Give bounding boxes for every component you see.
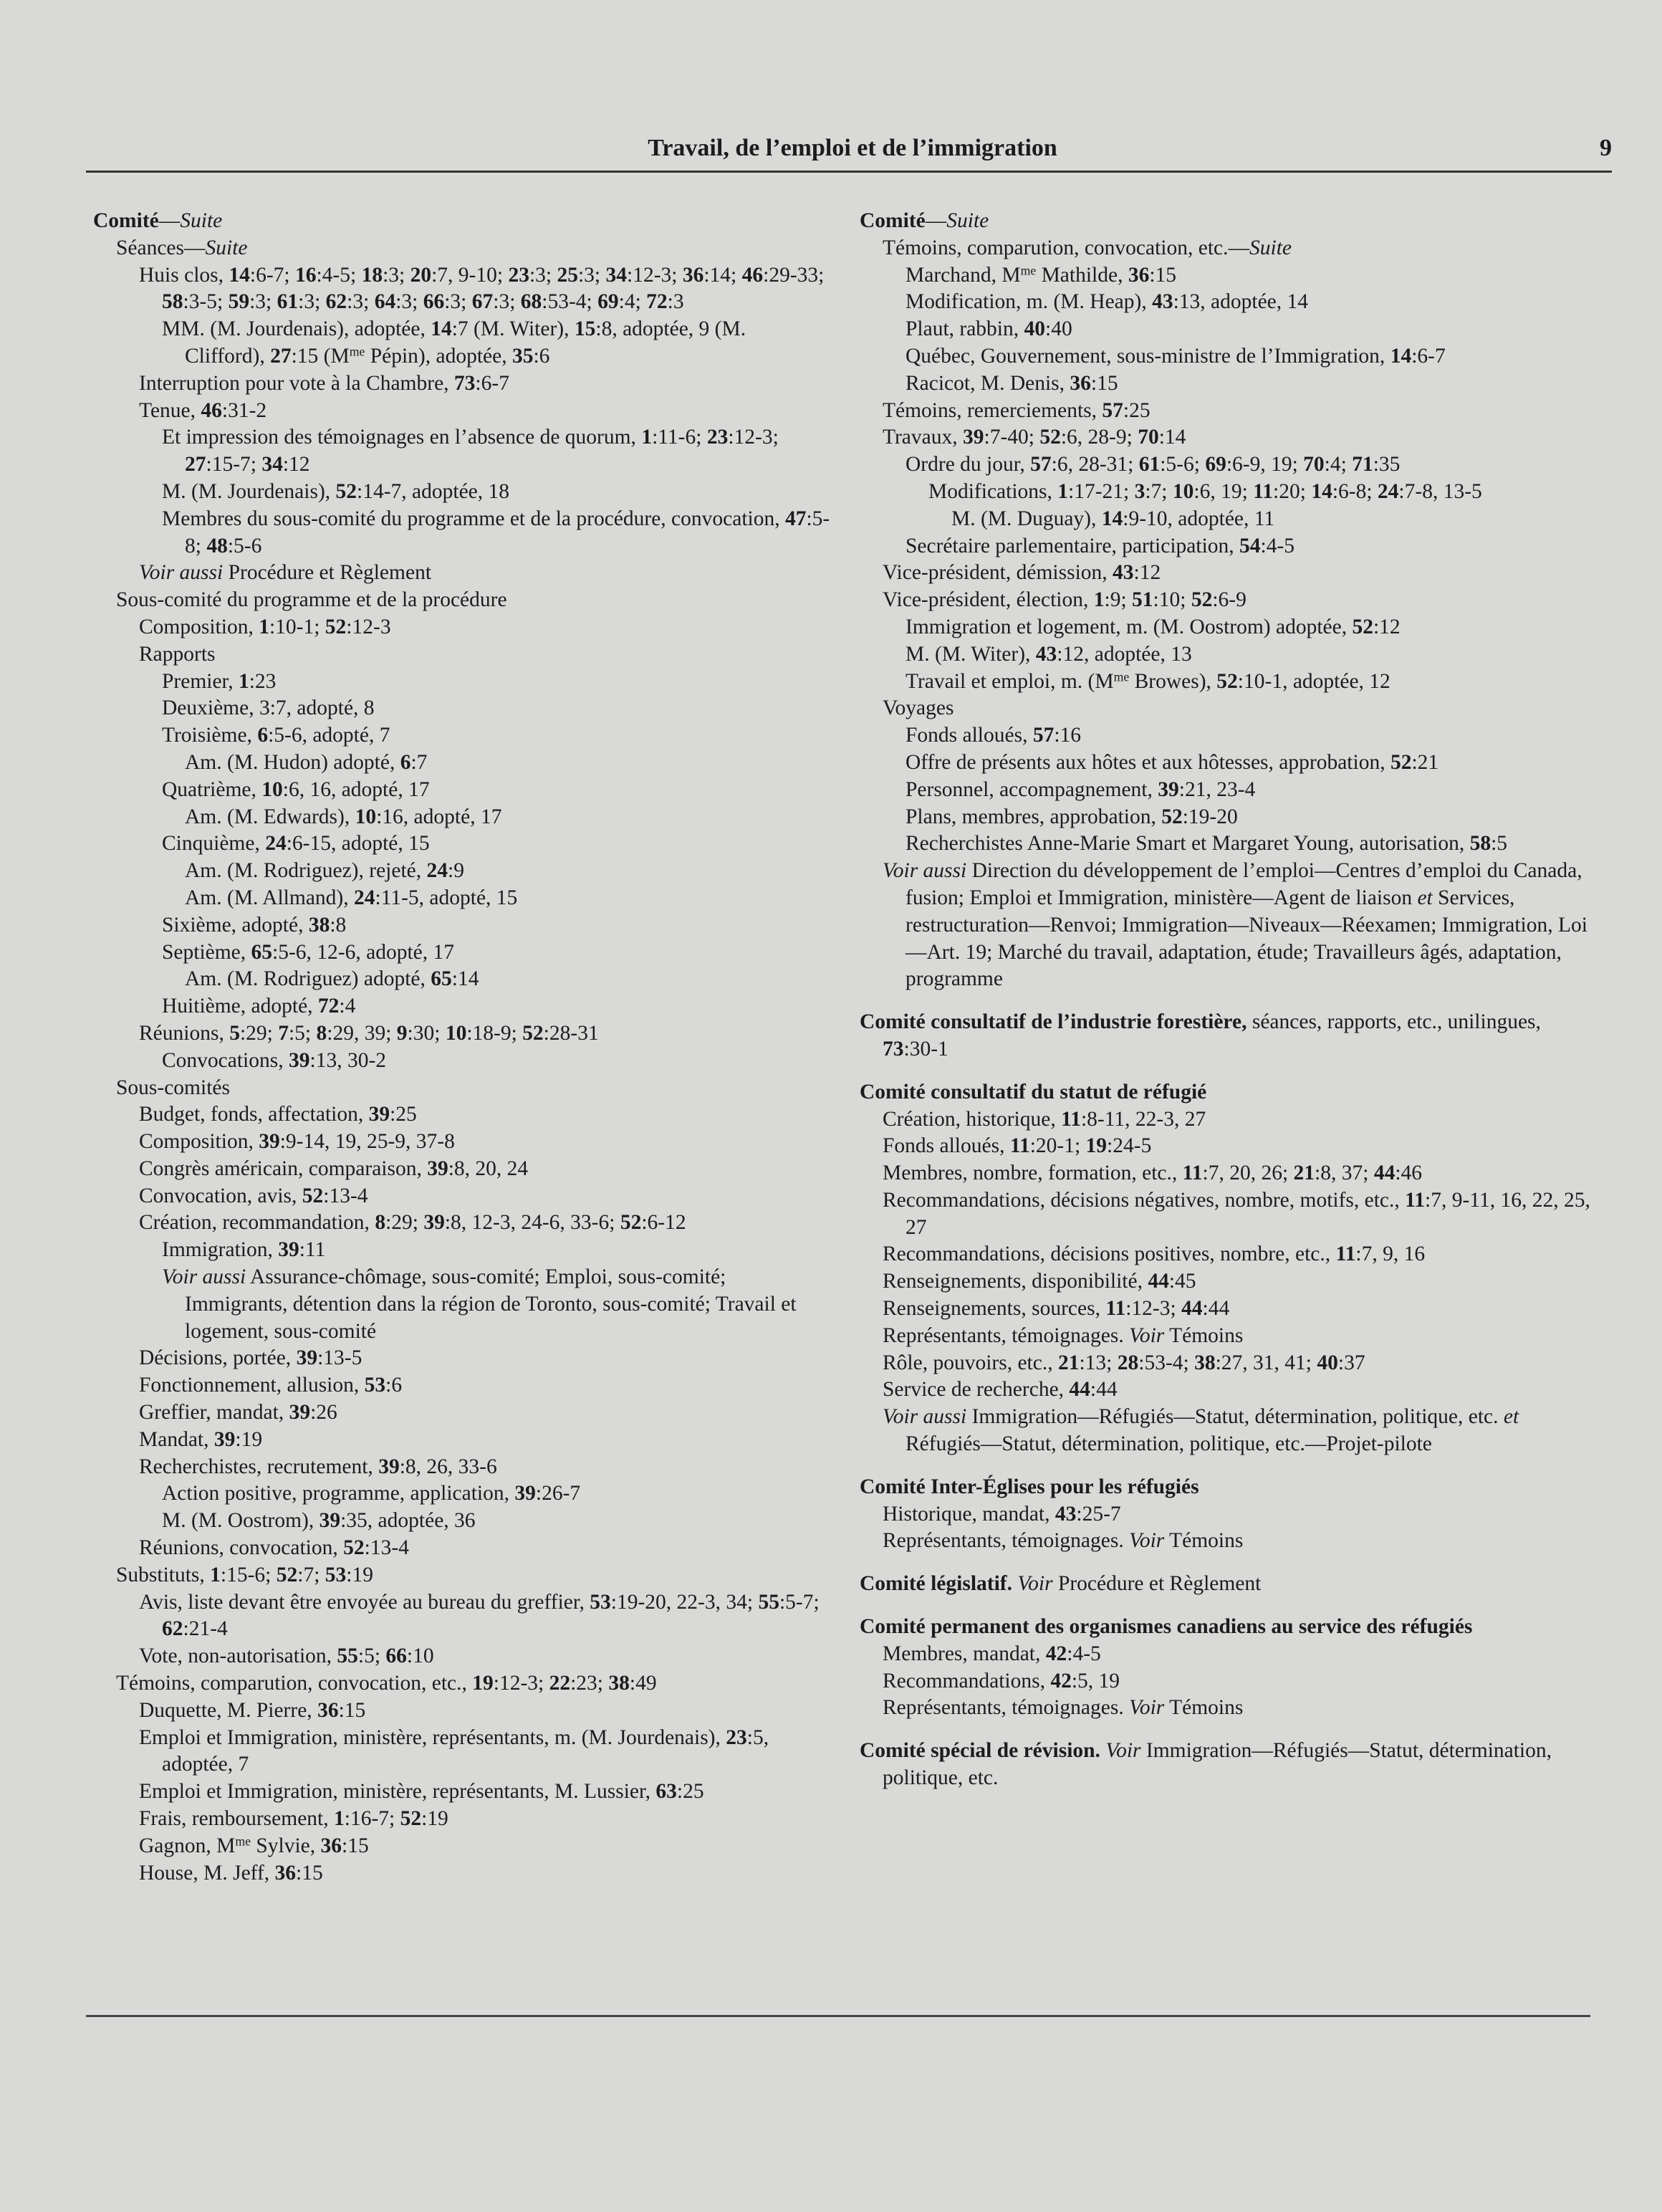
index-subentry: Convocations, 39:13, 30-2 bbox=[162, 1048, 387, 1072]
index-subentry: M. (M. Witer), 43:12, adoptée, 13 bbox=[906, 642, 1192, 666]
index-subentry: Fonds alloués, 11:20-1; 19:24-5 bbox=[883, 1134, 1152, 1158]
index-subentry: Plans, membres, approbation, 52:19-20 bbox=[906, 805, 1238, 828]
index-subentry: Membres du sous-comité du programme et de la procédure, convocation, 47:5-8; 48:5-6 bbox=[162, 507, 830, 557]
index-subentry: Recherchistes Anne-Marie Smart et Margaret Young, autorisation, 58:5 bbox=[906, 832, 1508, 856]
index-subentry: Rapports bbox=[139, 642, 216, 666]
index-heading: Comité consultatif du statut de réfugié bbox=[860, 1080, 1207, 1103]
index-subentry: Huitième, adopté, 72:4 bbox=[162, 995, 356, 1018]
index-heading: Comité—Suite bbox=[93, 209, 223, 232]
index-subentry: M. (M. Jourdenais), 52:14-7, adoptée, 18 bbox=[162, 479, 510, 503]
index-subentry: Représentants, témoignages. Voir Témoins bbox=[883, 1323, 1244, 1347]
index-subentry: Décisions, portée, 39:13-5 bbox=[139, 1346, 362, 1370]
index-subentry: Recommandations, décisions négatives, nombre, motifs, etc., 11:7, 9-11, 16, 22, 25, 27 bbox=[883, 1188, 1590, 1239]
index-subentry: Vice-président, démission, 43:12 bbox=[883, 561, 1161, 585]
index-column-left bbox=[93, 208, 831, 1887]
index-subentry: Voir aussi Direction du développement de l’emploi—Centres d’emploi du Canada, fusion; Emploi et Immigration, ministère—Agent de liaison et Services, restructuration—Renvoi; Immigration—Niveaux—Réexamen; Immigration, Loi—Art. 19; Marché du travail, adaptation, étude; Travailleurs âgés, adaptation, programme bbox=[883, 859, 1587, 991]
index-subentry: Rôle, pouvoirs, etc., 21:13; 28:53-4; 38:27, 31, 41; 40:37 bbox=[883, 1351, 1365, 1374]
index-subentry: Frais, remboursement, 1:16-7; 52:19 bbox=[139, 1807, 448, 1831]
index-subentry: Création, historique, 11:8-11, 22-3, 27 bbox=[883, 1107, 1206, 1131]
index-subentry: Représentants, témoignages. Voir Témoins bbox=[883, 1696, 1244, 1720]
index-subentry: Plaut, rabbin, 40:40 bbox=[906, 317, 1072, 341]
index-column-right bbox=[860, 208, 1598, 1792]
index-subentry: Renseignements, disponibilité, 44:45 bbox=[883, 1270, 1196, 1293]
index-subentry: Huis clos, 14:6-7; 16:4-5; 18:3; 20:7, 9-10; 23:3; 25:3; 34:12-3; 36:14; 46:29-33; 58:3-5; 59:3; 61:3; 62:3; 64:3; 66:3; 67:3; 68:53-4; 69:4; 72:3 bbox=[139, 263, 825, 314]
index-subentry: Convocation, avis, 52:13-4 bbox=[139, 1184, 368, 1207]
index-subentry: Voyages bbox=[883, 696, 954, 720]
index-subentry: Am. (M. Edwards), 10:16, adopté, 17 bbox=[185, 805, 502, 828]
index-subentry: Témoins, comparution, convocation, etc., 19:12-3; 22:23; 38:49 bbox=[116, 1672, 657, 1695]
index-subentry: Emploi et Immigration, ministère, représentants, m. (M. Jourdenais), 23:5, adoptée, 7 bbox=[139, 1725, 769, 1776]
index-heading: Comité—Suite bbox=[860, 209, 989, 232]
index-subentry: Offre de présents aux hôtes et aux hôtesses, approbation, 52:21 bbox=[906, 750, 1439, 774]
index-subentry: Réunions, convocation, 52:13-4 bbox=[139, 1536, 409, 1560]
header-rule bbox=[86, 171, 1612, 173]
index-subentry: Personnel, accompagnement, 39:21, 23-4 bbox=[906, 777, 1256, 801]
index-subentry: Am. (M. Hudon) adopté, 6:7 bbox=[185, 750, 428, 774]
footer-rule bbox=[86, 2015, 1590, 2017]
index-subentry: Secrétaire parlementaire, participation, 54:4-5 bbox=[906, 534, 1295, 557]
index-subentry: Recommandations, décisions positives, nombre, etc., 11:7, 9, 16 bbox=[883, 1243, 1426, 1266]
index-subentry: Voir aussi Immigration—Réfugiés—Statut, détermination, politique, etc. et Réfugiés—Statut, détermination, politique, etc.—Projet-pilote bbox=[883, 1405, 1519, 1456]
index-subentry: Modifications, 1:17-21; 3:7; 10:6, 19; 11:20; 14:6-8; 24:7-8, 13-5 bbox=[928, 479, 1482, 503]
index-subentry: Fonctionnement, allusion, 53:6 bbox=[139, 1374, 403, 1397]
index-subentry: Représentants, témoignages. Voir Témoins bbox=[883, 1529, 1244, 1553]
index-subentry: Gagnon, $M^{me}$ Sylvie, 36:15 bbox=[139, 1834, 369, 1857]
index-subentry: Composition, 1:10-1; 52:12-3 bbox=[139, 615, 391, 638]
index-subentry: Am. (M. Allmand), 24:11-5, adopté, 15 bbox=[185, 886, 518, 909]
index-subentry: Substituts, 1:15-6; 52:7; 53:19 bbox=[116, 1563, 373, 1586]
index-heading: Comité spécial de révision. Voir Immigration—Réfugiés—Statut, détermination, politique, etc. bbox=[860, 1739, 1552, 1790]
index-subentry: Historique, mandat, 43:25-7 bbox=[883, 1502, 1121, 1526]
index-subentry: Réunions, 5:29; 7:5; 8:29, 39; 9:30; 10:18-9; 52:28-31 bbox=[139, 1021, 599, 1045]
index-subentry: Deuxième, 3:7, adopté, 8 bbox=[162, 696, 375, 720]
index-subentry: Travail et emploi, m. ($M^{me}$ Browes), 52:10-1, adoptée, 12 bbox=[906, 669, 1390, 693]
index-heading: Comité permanent des organismes canadiens au service des réfugiés bbox=[860, 1615, 1473, 1639]
page-number: 9 bbox=[1600, 135, 1612, 161]
index-subentry: Duquette, M. Pierre, 36:15 bbox=[139, 1698, 366, 1722]
index-subentry: Mandat, 39:19 bbox=[139, 1427, 263, 1451]
running-title: Travail, de l’emploi et de l’immigration bbox=[648, 135, 1057, 161]
index-subentry: Am. (M. Rodriguez) adopté, 65:14 bbox=[185, 967, 479, 991]
index-subentry: Action positive, programme, application, 39:26-7 bbox=[162, 1482, 581, 1505]
index-subentry: Vote, non-autorisation, 55:5; 66:10 bbox=[139, 1644, 434, 1668]
index-subentry: Immigration et logement, m. (M. Oostrom) adoptée, 52:12 bbox=[906, 615, 1401, 638]
index-subentry: Tenue, 46:31-2 bbox=[139, 398, 267, 422]
index-subentry: Témoins, comparution, convocation, etc.—Suite bbox=[883, 236, 1292, 259]
index-subentry: Troisième, 6:5-6, adopté, 7 bbox=[162, 724, 390, 747]
index-subentry: MM. (M. Jourdenais), adoptée, 14:7 (M. Witer), 15:8, adoptée, 9 (M. Clifford), 27:15 ($M^{me}$ Pépin), adoptée, 35:6 bbox=[162, 317, 746, 368]
index-subentry: House, M. Jeff, 36:15 bbox=[139, 1861, 323, 1885]
index-subentry: Avis, liste devant être envoyée au bureau du greffier, 53:19-20, 22-3, 34; 55:5-7; 62:21-4 bbox=[139, 1590, 820, 1641]
index-subentry: Sous-comité du programme et de la procédure bbox=[116, 588, 507, 612]
index-subentry: Travaux, 39:7-40; 52:6, 28-9; 70:14 bbox=[883, 426, 1186, 449]
index-subentry: Et impression des témoignages en l’absence de quorum, 1:11-6; 23:12-3; 27:15-7; 34:12 bbox=[162, 426, 779, 477]
index-subentry: Séances—Suite bbox=[116, 236, 248, 259]
index-subentry: Modification, m. (M. Heap), 43:13, adoptée, 14 bbox=[906, 290, 1309, 314]
index-subentry: Budget, fonds, affectation, 39:25 bbox=[139, 1103, 417, 1126]
index-subentry: Fonds alloués, 57:16 bbox=[906, 724, 1082, 747]
index-subentry: Marchand, $M^{me}$ Mathilde, 36:15 bbox=[906, 262, 1177, 287]
page-header bbox=[93, 135, 1612, 169]
index-subentry: Création, recommandation, 8:29; 39:8, 12-3, 24-6, 33-6; 52:6-12 bbox=[139, 1211, 686, 1235]
index-subentry: Cinquième, 24:6-15, adopté, 15 bbox=[162, 832, 430, 856]
index-subentry: Am. (M. Rodriguez), rejeté, 24:9 bbox=[185, 859, 464, 883]
index-subentry: Voir aussi Assurance-chômage, sous-comité; Emploi, sous-comité; Immigrants, détention dans la région de Toronto, sous-comité; Travail et logement, sous-comité bbox=[162, 1265, 797, 1343]
index-subentry: Renseignements, sources, 11:12-3; 44:44 bbox=[883, 1297, 1230, 1321]
index-subentry: Recommandations, 42:5, 19 bbox=[883, 1669, 1120, 1692]
index-subentry: Sixième, adopté, 38:8 bbox=[162, 913, 347, 937]
index-subentry: Membres, mandat, 42:4-5 bbox=[883, 1642, 1101, 1665]
index-subentry: Témoins, remerciements, 57:25 bbox=[883, 398, 1151, 422]
index-subentry: Service de recherche, 44:44 bbox=[883, 1378, 1118, 1402]
index-subentry: Emploi et Immigration, ministère, représentants, M. Lussier, 63:25 bbox=[139, 1780, 704, 1804]
index-subentry: Ordre du jour, 57:6, 28-31; 61:5-6; 69:6-9, 19; 70:4; 71:35 bbox=[906, 453, 1401, 477]
index-subentry: Premier, 1:23 bbox=[162, 669, 277, 693]
index-subentry: Immigration, 39:11 bbox=[162, 1238, 326, 1262]
index-subentry: Greffier, mandat, 39:26 bbox=[139, 1401, 337, 1425]
index-heading: Comité législatif. Voir Procédure et Règlement bbox=[860, 1572, 1262, 1596]
index-subentry: Recherchistes, recrutement, 39:8, 26, 33-6 bbox=[139, 1455, 497, 1478]
index-subentry: Composition, 39:9-14, 19, 25-9, 37-8 bbox=[139, 1130, 455, 1154]
index-subentry: Sous-comités bbox=[116, 1076, 230, 1099]
index-subentry: Quatrième, 10:6, 16, adopté, 17 bbox=[162, 777, 430, 801]
index-heading: Comité consultatif de l’industrie forestière, séances, rapports, etc., unilingues, 73:30-1 bbox=[860, 1010, 1541, 1060]
index-subentry: Interruption pour vote à la Chambre, 73:6-7 bbox=[139, 371, 509, 395]
index-subentry: Septième, 65:5-6, 12-6, adopté, 17 bbox=[162, 940, 455, 964]
index-subentry: Racicot, M. Denis, 36:15 bbox=[906, 371, 1118, 395]
index-subentry: M. (M. Duguay), 14:9-10, adoptée, 11 bbox=[951, 507, 1275, 530]
index-subentry: Membres, nombre, formation, etc., 11:7, 20, 26; 21:8, 37; 44:46 bbox=[883, 1162, 1423, 1185]
index-subentry: Vice-président, élection, 1:9; 51:10; 52:6-9 bbox=[883, 588, 1246, 612]
index-subentry: Voir aussi Procédure et Règlement bbox=[139, 561, 432, 585]
index-subentry: Congrès américain, comparaison, 39:8, 20, 24 bbox=[139, 1157, 529, 1180]
index-subentry: M. (M. Oostrom), 39:35, adoptée, 36 bbox=[162, 1509, 476, 1533]
index-heading: Comité Inter-Églises pour les réfugiés bbox=[860, 1475, 1199, 1498]
index-subentry: Québec, Gouvernement, sous-ministre de l’Immigration, 14:6-7 bbox=[906, 344, 1446, 368]
